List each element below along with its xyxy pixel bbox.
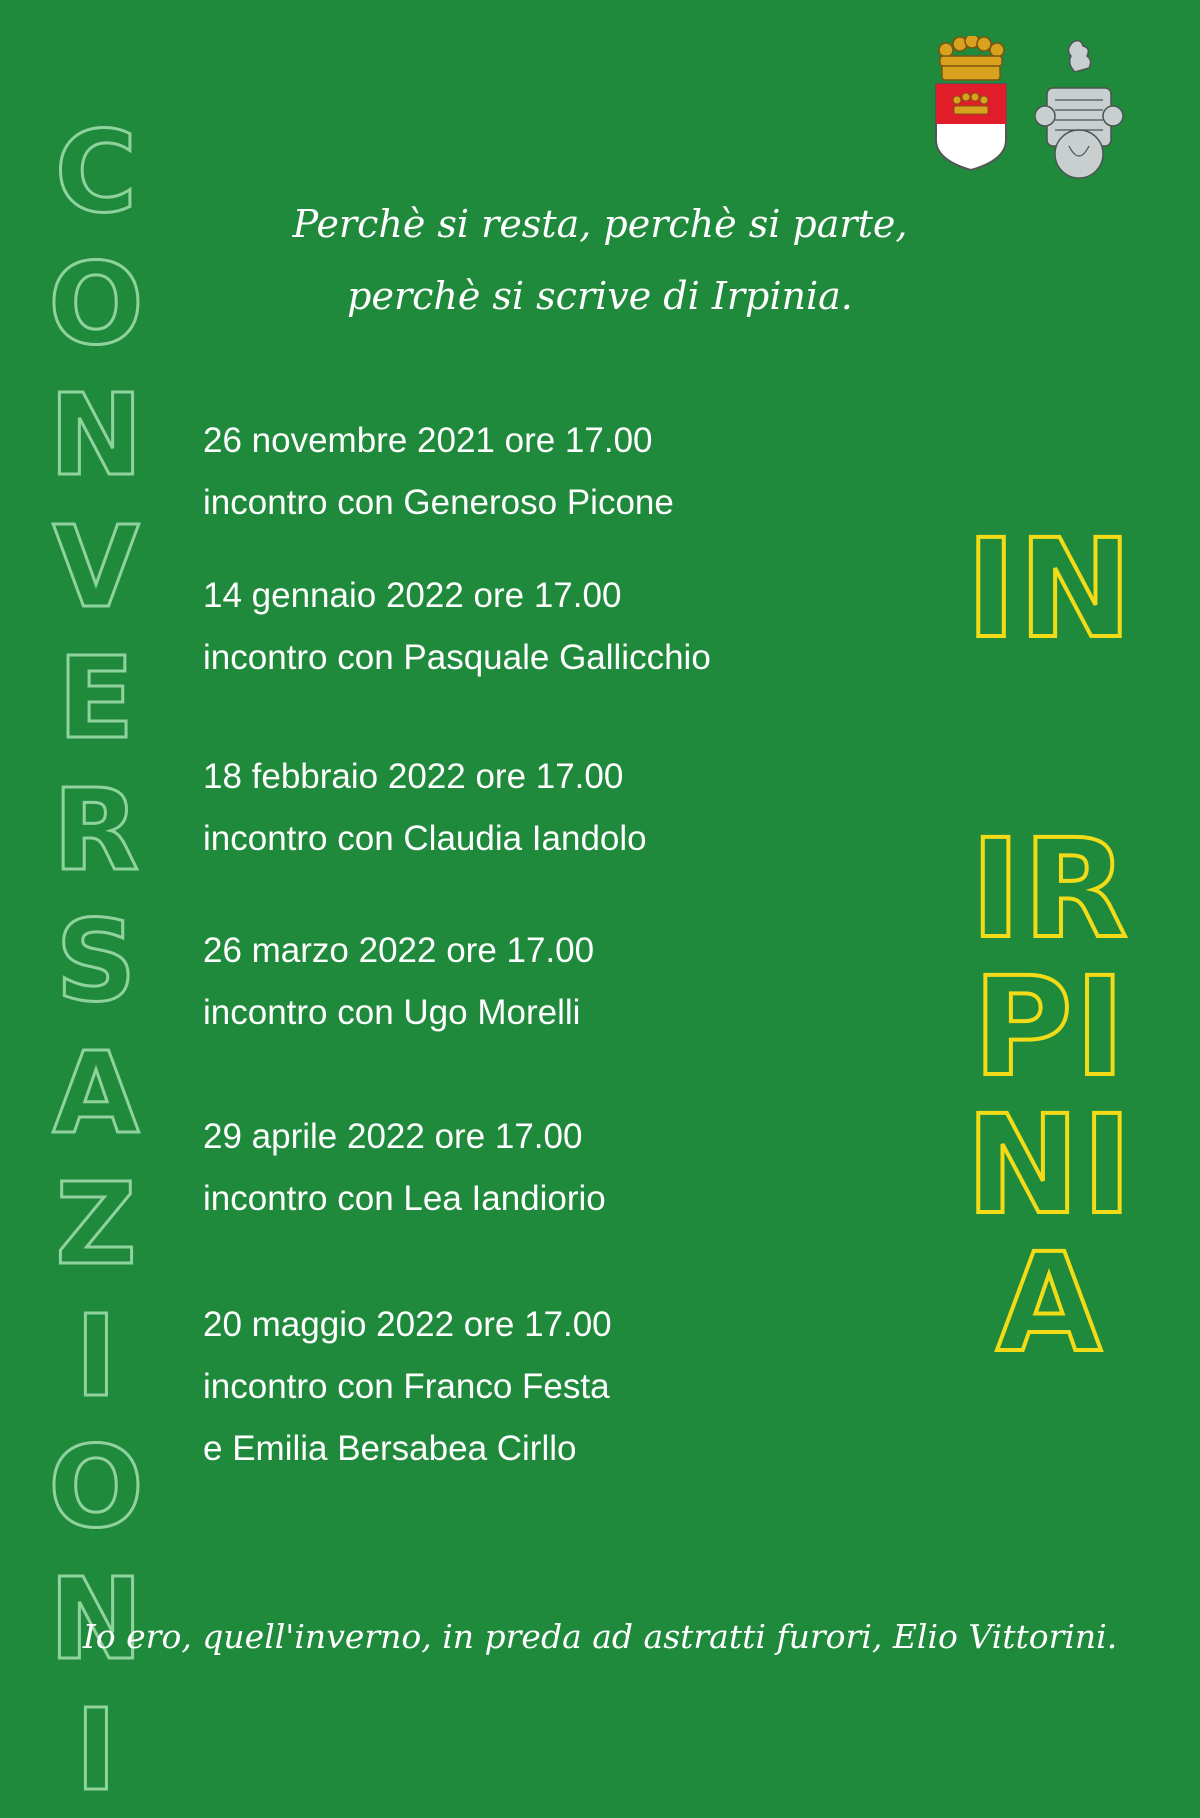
event-date: 29 aprile 2022 ore 17.00: [203, 1117, 583, 1156]
right-title-line: NI: [965, 1087, 1135, 1245]
vertical-letter: N: [49, 371, 143, 501]
right-title-line: A: [996, 1225, 1104, 1383]
vertical-letter: R: [52, 765, 140, 896]
tagline-line-1: Perchè si resta, perchè si parte,: [292, 202, 908, 246]
vertical-letter: E: [57, 634, 135, 764]
event-date: 20 maggio 2022 ore 17.00: [203, 1305, 612, 1344]
right-title-line: IN: [965, 511, 1135, 669]
event-date: 14 gennaio 2022 ore 17.00: [203, 576, 622, 615]
event-item: [203, 1106, 606, 1230]
event-item: [203, 920, 594, 1044]
event-date: 18 febbraio 2022 ore 17.00: [203, 757, 624, 796]
footer-quote: Io ero, quell'inverno, in preda ad astratti furori, Elio Vittorini.: [82, 1617, 1118, 1656]
event-item: [203, 746, 647, 870]
vertical-letter: I: [75, 1686, 117, 1816]
vertical-letter: A: [52, 1028, 140, 1159]
vertical-letter: V: [52, 502, 140, 633]
vertical-letter: O: [48, 239, 144, 370]
event-guest: incontro con Generoso Picone: [203, 483, 674, 522]
tagline-line-2: perchè si scrive di Irpinia.: [347, 274, 853, 318]
tagline: [200, 188, 1000, 332]
event-item: [203, 1294, 612, 1480]
right-title-line: PI: [972, 949, 1128, 1107]
event-item: [203, 410, 674, 534]
vertical-letter: O: [48, 1423, 144, 1553]
event-guest: incontro con Ugo Morelli: [203, 993, 581, 1032]
event-date: 26 marzo 2022 ore 17.00: [203, 931, 595, 970]
vertical-letter: C: [54, 108, 138, 238]
event-guest: incontro con Claudia Iandolo: [203, 819, 647, 858]
vertical-letter: S: [55, 897, 137, 1027]
rooster-emblem-icon: [1035, 36, 1125, 186]
event-guest: incontro con Pasquale Gallicchio: [203, 638, 711, 677]
event-date: 26 novembre 2021 ore 17.00: [203, 421, 653, 460]
event-guest: incontro con Lea Iandiorio: [203, 1179, 606, 1218]
vertical-letter: N: [49, 1554, 143, 1685]
vertical-letter: I: [75, 1291, 117, 1422]
event-guest: e Emilia Bersabea Cirllo: [203, 1429, 577, 1468]
crests: [930, 36, 1130, 186]
right-title-line: IR: [970, 811, 1130, 969]
event-item: [203, 565, 711, 689]
vertical-letter: Z: [55, 1160, 137, 1290]
vertical-title-conversazioni: [40, 108, 152, 1818]
event-guest: incontro con Franco Festa: [203, 1367, 610, 1406]
